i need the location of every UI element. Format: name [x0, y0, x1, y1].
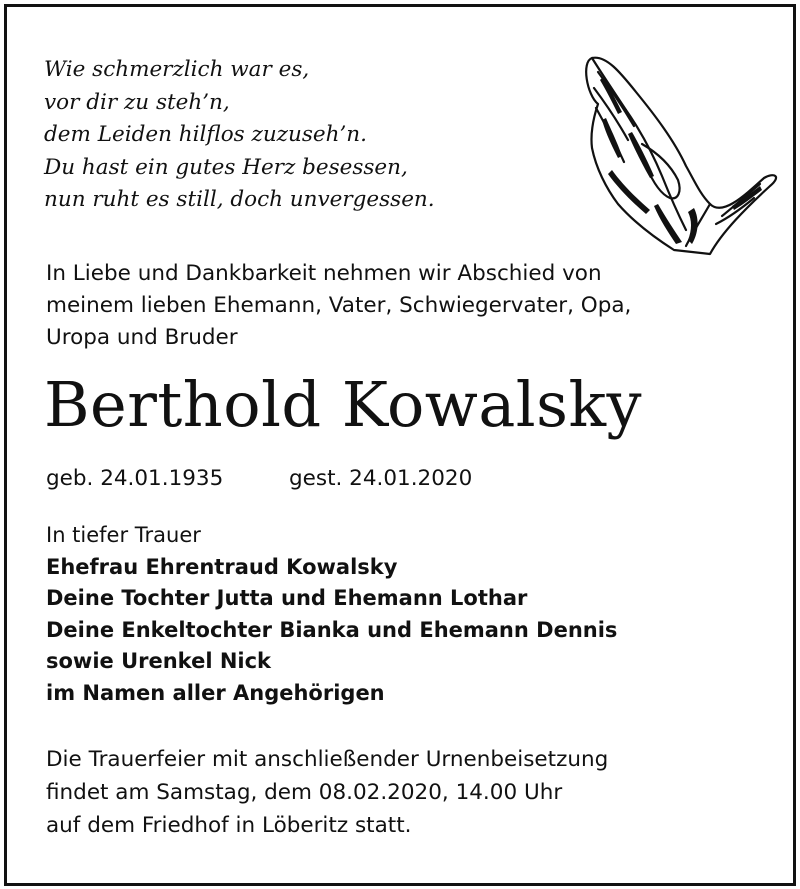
intro-text	[46, 258, 746, 354]
poem-line: nun ruht es still, doch unvergessen.	[44, 187, 435, 212]
service-line: auf dem Friedhof in Löberitz statt.	[46, 813, 412, 838]
praying-hands-icon	[582, 48, 782, 258]
service-info	[46, 743, 766, 842]
mourner-line: im Namen aller Angehörigen	[46, 680, 385, 705]
poem-line: dem Leiden hilflos zuzuseh’n.	[44, 122, 367, 147]
service-line: findet am Samstag, dem 08.02.2020, 14.00 Uhr	[46, 780, 563, 805]
mourner-line: sowie Urenkel Nick	[46, 649, 272, 673]
birth-date: geb. 24.01.1935	[46, 466, 224, 491]
mourners	[46, 520, 766, 709]
intro-line: Uropa und Bruder	[46, 325, 238, 350]
deceased-name: Berthold Kowalsky	[44, 368, 643, 441]
poem-line: Du hast ein gutes Herz besessen,	[44, 154, 408, 180]
poem-line: Wie schmerzlich war es,	[44, 57, 310, 82]
poem-line: vor dir zu steh’n,	[44, 89, 230, 115]
service-line: Die Trauerfeier mit anschließender Urnenbeisetzung	[46, 747, 609, 772]
mourner-line: Deine Enkeltochter Bianka und Ehemann Dennis	[46, 617, 618, 642]
death-date: gest. 24.01.2020	[289, 466, 473, 491]
mourner-line: Ehefrau Ehrentraud Kowalsky	[46, 554, 398, 579]
mourner-line: Deine Tochter Jutta und Ehemann Lothar	[46, 586, 528, 610]
intro-line: In Liebe und Dankbarkeit nehmen wir Abschied von	[46, 261, 602, 286]
poem	[44, 54, 435, 217]
intro-line: meinem lieben Ehemann, Vater, Schwiegervater, Opa,	[46, 293, 632, 318]
mourners-heading: In tiefer Trauer	[46, 523, 201, 547]
